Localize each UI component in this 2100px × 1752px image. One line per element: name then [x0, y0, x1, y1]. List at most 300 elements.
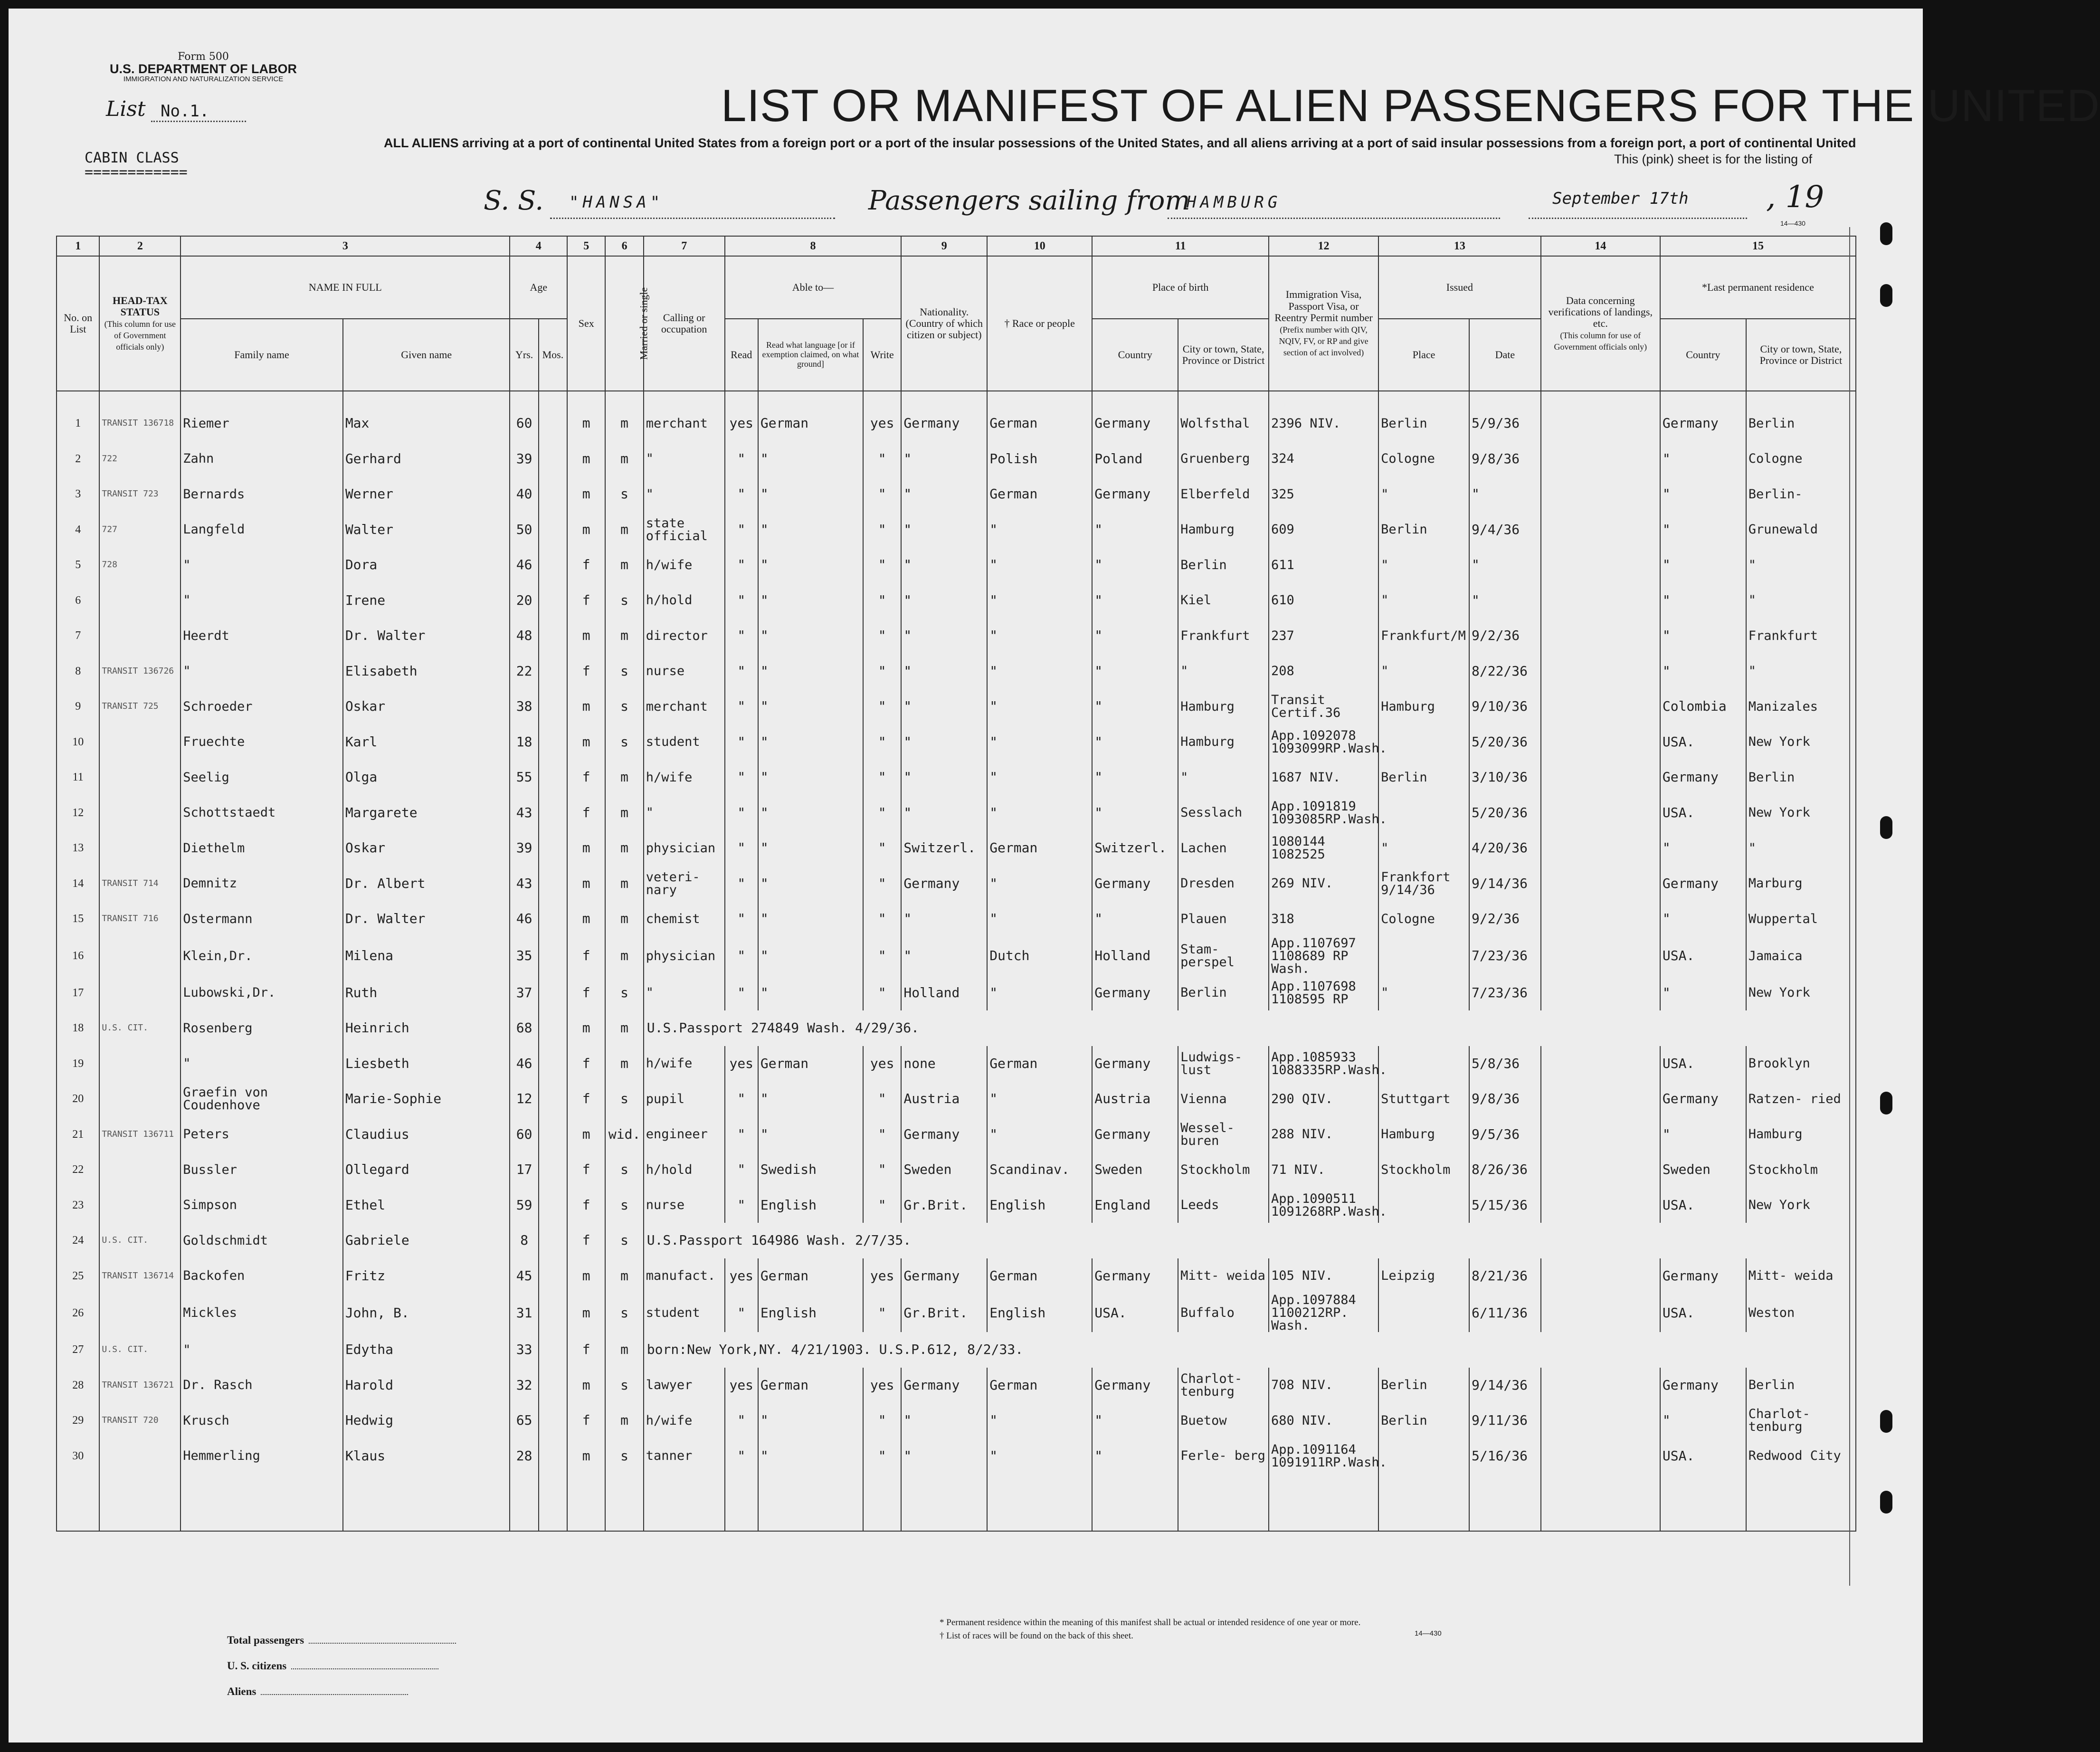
cell-mos [539, 1438, 567, 1474]
cell-landing [1541, 391, 1660, 441]
cell-rcountry: " [1660, 583, 1746, 619]
table-row [57, 795, 1856, 831]
cell-landing [1541, 830, 1660, 866]
cell-lang: " [758, 975, 863, 1011]
header-age-mos: Mos. [539, 319, 567, 391]
cell-visa: 680 NIV. [1269, 1403, 1378, 1438]
cell-tax [99, 583, 181, 619]
cell-race: " [987, 1117, 1092, 1152]
cell-landing [1541, 901, 1660, 937]
cell-lang: " [758, 1403, 863, 1438]
cell-race: " [987, 724, 1092, 760]
cell-idate: 5/9/36 [1469, 391, 1541, 441]
cell-bcountry: Germany [1092, 866, 1178, 902]
table-row [57, 689, 1856, 724]
empty-cell [901, 1474, 987, 1531]
port-underline [1168, 218, 1500, 219]
cell-nat: none [901, 1046, 987, 1082]
header-residence-city: City or town, State, Province or District [1746, 319, 1856, 391]
cell-nat: Germany [901, 391, 987, 441]
binder-hole [1880, 1092, 1892, 1114]
cell-rcity: Mitt- weida [1746, 1258, 1856, 1294]
cell-given: Walter [343, 512, 510, 548]
cell-landing [1541, 795, 1660, 831]
cell-landing [1541, 975, 1660, 1011]
cell-ms: s [605, 689, 643, 724]
cell-landing [1541, 937, 1660, 975]
cell-tax [99, 1046, 181, 1082]
cell-yrs: 46 [510, 547, 538, 583]
cell-mos [539, 866, 567, 902]
cell-rcountry: " [1660, 830, 1746, 866]
cell-yrs: 28 [510, 1438, 538, 1474]
cell-write: " [863, 654, 901, 689]
cell-race: " [987, 901, 1092, 937]
cell-rcountry: Germany [1660, 1368, 1746, 1403]
cell-idate: 9/4/36 [1469, 512, 1541, 548]
cell-idate: 5/8/36 [1469, 1046, 1541, 1082]
cell-race: English [987, 1188, 1092, 1223]
subtitle-line-2: This (pink) sheet is for the listing of [1614, 152, 1813, 166]
cell-visa: 611 [1269, 547, 1378, 583]
cell-calling: physician [644, 830, 725, 866]
empty-cell [181, 1474, 343, 1531]
cell-nat: " [901, 1438, 987, 1474]
cell-nat: " [901, 760, 987, 795]
department-name: U.S. DEPARTMENT OF LABOR [110, 62, 297, 76]
cell-idate: 6/11/36 [1469, 1294, 1541, 1332]
cell-rcity: Marburg [1746, 866, 1856, 902]
cell-nat: " [901, 547, 987, 583]
cell-visa: 609 [1269, 512, 1378, 548]
cell-family: Seelig [181, 760, 343, 795]
col-num-11: 11 [1092, 236, 1269, 256]
cell-visa: App.1107697 1108689 RP Wash. [1269, 937, 1378, 975]
cell-rcity: Berlin [1746, 391, 1856, 441]
cell-bcountry: Switzerl. [1092, 830, 1178, 866]
cell-read: " [725, 1152, 758, 1188]
cell-nat: Holland [901, 975, 987, 1011]
cell-tax: TRANSIT 720 [99, 1403, 181, 1438]
cell-ms: s [605, 1223, 643, 1258]
cell-lang: German [758, 1046, 863, 1082]
cell-bcity: Hamburg [1178, 689, 1269, 724]
cell-write: " [863, 830, 901, 866]
cell-write: " [863, 1403, 901, 1438]
cell-yrs: 39 [510, 830, 538, 866]
cell-nat: " [901, 512, 987, 548]
cell-mos [539, 441, 567, 477]
table-row [57, 724, 1856, 760]
cell-iplace: Hamburg [1378, 1117, 1469, 1152]
cell-read: " [725, 583, 758, 619]
cell-bcity: Frankfurt [1178, 618, 1269, 654]
cell-iplace: Berlin [1378, 512, 1469, 548]
cell-bcountry: " [1092, 760, 1178, 795]
cell-family: Graefin von Coudenhove [181, 1081, 343, 1117]
cell-landing [1541, 654, 1660, 689]
cell-sex: m [567, 830, 605, 866]
cell-rcountry: Germany [1660, 1081, 1746, 1117]
cell-family: " [181, 583, 343, 619]
cell-bcity: Wessel- buren [1178, 1117, 1269, 1152]
cell-race: " [987, 795, 1092, 831]
list-label: List [106, 97, 146, 121]
cell-given: Karl [343, 724, 510, 760]
cell-sex: m [567, 1258, 605, 1294]
col-num-5: 5 [567, 236, 605, 256]
cell-ms: m [605, 760, 643, 795]
cell-rcountry: Germany [1660, 1258, 1746, 1294]
table-row [57, 937, 1856, 975]
cell-ms: s [605, 476, 643, 512]
cell-mos [539, 1258, 567, 1294]
cell-idate: 4/20/36 [1469, 830, 1541, 866]
table-row [57, 391, 1856, 441]
cell-yrs: 8 [510, 1223, 538, 1258]
table-row [57, 441, 1856, 477]
cell-mos [539, 391, 567, 441]
cell-ms: m [605, 512, 643, 548]
header-nationality: Nationality. (Country of which citizen or subject) [901, 256, 987, 391]
cell-race: Scandinav. [987, 1152, 1092, 1188]
cell-rcity: Brooklyn [1746, 1046, 1856, 1082]
cell-bcity: Dresden [1178, 866, 1269, 902]
cell-mos [539, 618, 567, 654]
binder-hole [1880, 284, 1892, 307]
footnote-residence: * Permanent residence within the meaning of this manifest shall be actual or intended residence of one year or more. [940, 1618, 1361, 1628]
cell-idate: 9/14/36 [1469, 866, 1541, 902]
col-num-8: 8 [725, 236, 902, 256]
cell-given: Dora [343, 547, 510, 583]
empty-cell [510, 1474, 538, 1531]
cell-bcity: Wolfsthal [1178, 391, 1269, 441]
cell-read: " [725, 901, 758, 937]
cell-rcountry: USA. [1660, 724, 1746, 760]
cell-read: " [725, 441, 758, 477]
right-margin-line [1849, 227, 1850, 1586]
cell-visa: App.1091164 1091911RP.Wash. [1269, 1438, 1378, 1474]
cell-bcity: Vienna [1178, 1081, 1269, 1117]
cell-sex: f [567, 975, 605, 1011]
cell-write: " [863, 760, 901, 795]
cell-family: Langfeld [181, 512, 343, 548]
cell-bcountry: England [1092, 1188, 1178, 1223]
cell-race: " [987, 547, 1092, 583]
cell-visa: App.1092078 1093099RP.Wash. [1269, 724, 1378, 760]
table-row [57, 901, 1856, 937]
cell-yrs: 60 [510, 1117, 538, 1152]
cell-rcountry: Germany [1660, 866, 1746, 902]
cell-family: Fruechte [181, 724, 343, 760]
binder-holes [1880, 208, 1899, 1586]
cell-write: " [863, 1117, 901, 1152]
cell-mos [539, 547, 567, 583]
cell-landing [1541, 1438, 1660, 1474]
cell-landing [1541, 618, 1660, 654]
cell-ms: m [605, 441, 643, 477]
cell-yrs: 20 [510, 583, 538, 619]
cell-read: " [725, 1081, 758, 1117]
cell-rcity: " [1746, 654, 1856, 689]
cabin-class-underline: ============ [85, 164, 188, 181]
cell-lang: " [758, 901, 863, 937]
manifest-sheet [9, 9, 2100, 1742]
cell-given: Milena [343, 937, 510, 975]
cell-read: " [725, 975, 758, 1011]
cell-idate: " [1469, 583, 1541, 619]
cell-bcity: Stockholm [1178, 1152, 1269, 1188]
cell-rcountry: " [1660, 654, 1746, 689]
cell-calling: h/hold [644, 583, 725, 619]
cell-nat: " [901, 441, 987, 477]
cell-family: Klein,Dr. [181, 937, 343, 975]
empty-cell [99, 1474, 181, 1531]
cell-no: 17 [57, 975, 99, 1011]
cell-idate: 8/21/36 [1469, 1258, 1541, 1294]
cell-landing [1541, 1368, 1660, 1403]
cell-calling: physician [644, 937, 725, 975]
cell-mos [539, 1332, 567, 1368]
cell-ms: m [605, 1258, 643, 1294]
cell-bcity: Ferle- berg [1178, 1438, 1269, 1474]
passport-note-text: U.S.Passport 164986 Wash. 2/7/35. [646, 1232, 912, 1248]
cell-write: " [863, 937, 901, 975]
us-citizens-row [227, 1653, 456, 1679]
cell-sex: f [567, 1188, 605, 1223]
cell-visa: App.1085933 1088335RP.Wash. [1269, 1046, 1378, 1082]
passenger-table [56, 236, 1856, 1532]
cell-family: Rosenberg [181, 1010, 343, 1046]
cell-idate: 9/5/36 [1469, 1117, 1541, 1152]
cell-write: yes [863, 1046, 901, 1082]
cell-rcity: Weston [1746, 1294, 1856, 1332]
cell-calling: director [644, 618, 725, 654]
cell-no: 26 [57, 1294, 99, 1332]
empty-cell [1660, 1474, 1746, 1531]
cell-ms: s [605, 1081, 643, 1117]
cell-rcountry: " [1660, 975, 1746, 1011]
cell-calling: chemist [644, 901, 725, 937]
table-row [57, 866, 1856, 902]
cell-landing [1541, 689, 1660, 724]
cell-idate: 9/10/36 [1469, 689, 1541, 724]
cell-landing [1541, 1117, 1660, 1152]
cell-given: Ethel [343, 1188, 510, 1223]
cell-calling: h/wife [644, 760, 725, 795]
cell-bcountry: " [1092, 547, 1178, 583]
cell-bcity: Hamburg [1178, 724, 1269, 760]
sailing-date: September 17th [1552, 189, 1689, 208]
cell-race: " [987, 1403, 1092, 1438]
cell-calling: h/wife [644, 1046, 725, 1082]
table-row [57, 760, 1856, 795]
table-row [57, 618, 1856, 654]
footnotes [940, 1616, 1360, 1643]
cell-sex: m [567, 1438, 605, 1474]
cell-lang: " [758, 476, 863, 512]
cell-bcity: Lachen [1178, 830, 1269, 866]
cell-given: Harold [343, 1368, 510, 1403]
cell-rcity: Hamburg [1746, 1117, 1856, 1152]
cell-visa: App.1107698 1108595 RP [1269, 975, 1378, 1011]
cell-given: Werner [343, 476, 510, 512]
cell-calling: lawyer [644, 1368, 725, 1403]
table-row [57, 975, 1856, 1011]
cell-iplace [1378, 1046, 1469, 1082]
cell-yrs: 65 [510, 1403, 538, 1438]
cell-ms: s [605, 975, 643, 1011]
header-read: Read [725, 319, 758, 391]
cell-landing [1541, 1152, 1660, 1188]
cell-ms: m [605, 391, 643, 441]
cell-iplace [1378, 724, 1469, 760]
table-row [57, 1117, 1856, 1152]
cell-bcity: Berlin [1178, 547, 1269, 583]
cell-rcountry: " [1660, 1117, 1746, 1152]
cell-rcountry: " [1660, 1403, 1746, 1438]
cell-bcity: " [1178, 654, 1269, 689]
cell-mos [539, 1010, 567, 1046]
cell-lang: English [758, 1188, 863, 1223]
cell-no: 7 [57, 618, 99, 654]
cell-family: Schroeder [181, 689, 343, 724]
cell-no: 5 [57, 547, 99, 583]
cell-passport-note [644, 1332, 1856, 1368]
empty-cell [644, 1474, 725, 1531]
cell-visa: App.1097884 1100212RP. Wash. [1269, 1294, 1378, 1332]
table-row [57, 1152, 1856, 1188]
cell-given: Dr. Walter [343, 901, 510, 937]
cell-rcity: Grunewald [1746, 512, 1856, 548]
cell-bcity: Hamburg [1178, 512, 1269, 548]
cell-idate: 5/15/36 [1469, 1188, 1541, 1223]
cell-visa: 325 [1269, 476, 1378, 512]
cell-given: Max [343, 391, 510, 441]
cell-tax: TRANSIT 136711 [99, 1117, 181, 1152]
cell-calling: " [644, 476, 725, 512]
cell-no: 3 [57, 476, 99, 512]
cell-no: 16 [57, 937, 99, 975]
cell-no: 4 [57, 512, 99, 548]
cell-tax [99, 975, 181, 1011]
header-data-landings-note: (This column for use of Government officials only) [1554, 331, 1647, 352]
header-given-name: Given name [343, 319, 510, 391]
cell-iplace [1378, 795, 1469, 831]
cell-tax: TRANSIT 136721 [99, 1368, 181, 1403]
cell-idate: 7/23/36 [1469, 975, 1541, 1011]
totals-block [227, 1628, 456, 1704]
cell-idate: 8/22/36 [1469, 654, 1541, 689]
cell-iplace: Berlin [1378, 760, 1469, 795]
col-num-14: 14 [1541, 236, 1660, 256]
table-row [57, 583, 1856, 619]
cell-read: " [725, 937, 758, 975]
cell-bcountry: Germany [1092, 476, 1178, 512]
cell-idate: 9/11/36 [1469, 1403, 1541, 1438]
cell-mos [539, 689, 567, 724]
cell-mos [539, 1368, 567, 1403]
binder-hole [1880, 222, 1892, 245]
aliens-field [261, 1694, 408, 1695]
header-sex: Sex [567, 256, 605, 391]
top-form-code: 14—430 [1780, 219, 1805, 227]
cell-ms: s [605, 1188, 643, 1223]
passport-note-text: born:New York,NY. 4/21/1903. U.S.P.612, 8/2/33. [646, 1342, 1024, 1358]
cell-sex: m [567, 1117, 605, 1152]
cell-calling: h/wife [644, 547, 725, 583]
cell-yrs: 35 [510, 937, 538, 975]
sailing-year: , 19 [1766, 180, 1824, 215]
table-row [57, 1294, 1856, 1332]
header-married-label: Married or single [637, 287, 650, 360]
cell-ms: m [605, 1046, 643, 1082]
cell-idate: 5/16/36 [1469, 1438, 1541, 1474]
header-issued-place: Place [1378, 319, 1469, 391]
cell-lang: " [758, 654, 863, 689]
cell-rcity: New York [1746, 724, 1856, 760]
cell-lang: " [758, 795, 863, 831]
cell-rcity: New York [1746, 795, 1856, 831]
cell-calling: merchant [644, 391, 725, 441]
cell-read: " [725, 1188, 758, 1223]
cell-iplace: Stockholm [1378, 1152, 1469, 1188]
empty-cell [539, 1474, 567, 1531]
cell-write: " [863, 901, 901, 937]
cell-race: English [987, 1294, 1092, 1332]
empty-cell [1746, 1474, 1856, 1531]
header-visa [1269, 256, 1378, 391]
cell-family: Dr. Rasch [181, 1368, 343, 1403]
cell-ms: s [605, 583, 643, 619]
date-underline [1529, 218, 1747, 219]
cell-landing [1541, 441, 1660, 477]
us-citizens-label: U. S. citizens [227, 1660, 287, 1672]
cell-ms: s [605, 1152, 643, 1188]
cell-read: " [725, 1294, 758, 1332]
cell-nat: " [901, 476, 987, 512]
cell-no: 15 [57, 901, 99, 937]
service-name: IMMIGRATION AND NATURALIZATION SERVICE [123, 75, 284, 84]
cell-ms: wid. [605, 1117, 643, 1152]
col-num-3: 3 [181, 236, 510, 256]
cell-calling: veteri- nary [644, 866, 725, 902]
cell-no: 19 [57, 1046, 99, 1082]
cell-no: 30 [57, 1438, 99, 1474]
cell-ms: s [605, 724, 643, 760]
cell-mos [539, 975, 567, 1011]
cell-race: " [987, 760, 1092, 795]
cell-read: " [725, 547, 758, 583]
cell-iplace: Berlin [1378, 391, 1469, 441]
cell-race: German [987, 1046, 1092, 1082]
cell-read: " [725, 760, 758, 795]
header-data-landings-title: Data concerning verifications of landings, etc. [1548, 294, 1653, 329]
cell-lang: English [758, 1294, 863, 1332]
cell-family: Riemer [181, 391, 343, 441]
cell-iplace: Frankfort 9/14/36 [1378, 866, 1469, 902]
header-read-language: Read what language [or if exemption claimed, on what ground] [758, 319, 863, 391]
cell-bcountry: Sweden [1092, 1152, 1178, 1188]
cell-sex: f [567, 1046, 605, 1082]
cell-iplace: " [1378, 547, 1469, 583]
cell-given: Irene [343, 583, 510, 619]
cell-sex: m [567, 1368, 605, 1403]
cell-no: 14 [57, 866, 99, 902]
cell-race: German [987, 391, 1092, 441]
cell-no: 28 [57, 1368, 99, 1403]
cell-visa: 105 NIV. [1269, 1258, 1378, 1294]
